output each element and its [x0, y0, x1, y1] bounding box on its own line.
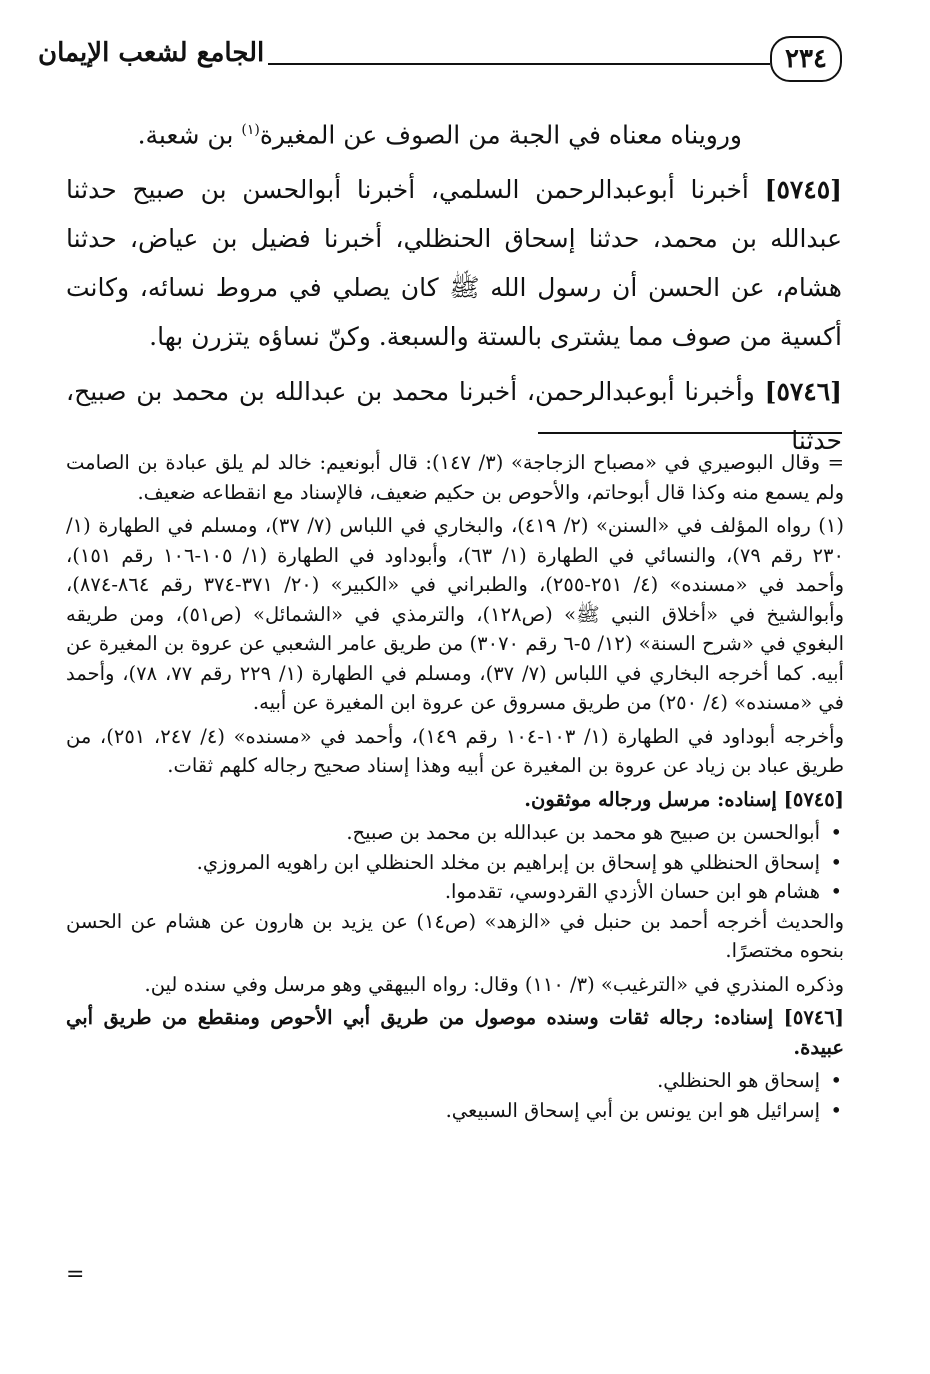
footnote-1: (١) رواه المؤلف في «السنن» (٢/ ٤١٩)، والبخاري في اللباس (٧/ ٣٧)، ومسلم في الطهارة (١/ ٢٣٠ رقم ٧٩)، والنسائي في الطهارة (١/ ٦٣)، وأبوداود في الطهارة (١/ ١٠٥-١٠٦ رقم ١٥١)، وأحمد في «مسنده» (٤/ ٢٥١-٢٥٥)، والطبراني في «الكبير» (٢٠/ ٣٧١-٣٧٤ رقم ٨٦٤-٨٧٤)، وأبوالشيخ في «أخلاق النبي ﷺ» (ص١٢٨)، والترمذي في «الشمائل» (ص٥١)، ومن طريقه البغوي في «شرح السنة» (١٢/ ٥-٦ رقم ٣٠٧٠) من طريق عامر الشعبي عن عروة بن المغيرة عن أبيه. كما أخرجه البخاري في اللباس (٧/ ٣٧)، ومسلم في الطهارة (١/ ٢٢٩ رقم ٧٧، ٧٨)، وأحمد في «مسنده» (٤/ ٢٥٠) من طريق مسروق عن عروة ابن المغيرة عن أبيه.: [66, 514, 844, 714]
hadith-number: [٥٧٤٦]: [764, 377, 842, 407]
hadith-text: أخبرنا أبوعبدالرحمن السلمي، أخبرنا أبوالحسن بن صبيح حدثنا عبدالله بن محمد، حدثنا إسحاق الحنظلي، أخبرنا فضيل بن عياض، حدثنا هشام، عن الحسن أن رسول الله ﷺ كان يصلي في مروط نسائه، وكانت أكسية من صوف مما يشترى بالستة والسبعة. وكنّ نساؤه يتزرن بها.: [66, 175, 842, 352]
hadith-5745: [66, 165, 842, 361]
mundhiri-note: وذكره المنذري في «الترغيب» (٣/ ١١٠) وقال: رواه البيهقي وهو مرسل وفي سنده لين.: [144, 972, 844, 996]
main-text: [66, 106, 842, 465]
narrators-5746: [66, 1066, 844, 1125]
page-number: ٢٣٤: [770, 36, 842, 82]
list-item: • إسرائيل هو ابن يونس بن أبي إسحاق السبيعي.: [66, 1096, 820, 1126]
isnad-5745: [٥٧٤٥] إسناده: مرسل ورجاله موثقون.: [524, 787, 844, 811]
list-item: • إسحاق الحنظلي هو إسحاق بن إبراهيم بن مخلد الحنظلي ابن راهويه المروزي.: [66, 848, 820, 878]
header-rule: [268, 63, 770, 65]
continuation-mark: =: [66, 1262, 85, 1287]
footnote-1-extra: وأخرجه أبوداود في الطهارة (١/ ١٠٣-١٠٤ رقم ١٤٩)، وأحمد في «مسنده» (٤/ ٢٤٧، ٢٥١)، من طريق عباد بن زياد عن عروة بن المغيرة عن أبيه وهذا إسناد صحيح رجاله كلهم ثقات.: [66, 724, 844, 777]
intro-text-end: بن شعبة.: [137, 120, 242, 150]
intro-line: [66, 106, 842, 159]
hadith-source: والحديث أخرجه أحمد بن حنبل في «الزهد» (ص١٤) عن يزيد بن هارون عن هشام عن الحسن بنحوه مختصرًا.: [66, 909, 844, 962]
book-title: الجامع لشعب الإيمان: [38, 38, 265, 68]
list-item: • أبوالحسن بن صبيح هو محمد بن عبدالله بن محمد بن صبيح.: [66, 818, 820, 848]
page-header: [36, 30, 842, 86]
isnad-5746: [٥٧٤٦] إسناده: رجاله ثقات وسنده موصول من طريق أبي الأحوص ومنقطع من طريق أبي عبيدة.: [66, 1006, 844, 1059]
hadith-number: [٥٧٤٥]: [764, 175, 842, 205]
narrators-5745: [66, 818, 844, 907]
footnotes: [66, 448, 844, 1125]
hadith-text: وأخبرنا أبوعبدالرحمن، أخبرنا محمد بن عبدالله بن محمد بن صبيح، حدثنا: [66, 377, 842, 456]
footnote-divider: [538, 432, 842, 434]
intro-text: ورويناه معناه في الجبة من الصوف عن المغيرة: [259, 120, 742, 150]
footnote-ref: (١): [241, 122, 260, 138]
list-item: • إسحاق هو الحنظلي.: [66, 1066, 820, 1096]
list-item: • هشام هو ابن حسان الأزدي القردوسي، تقدموا.: [66, 877, 820, 907]
note-continuation: = وقال البوصيري في «مصباح الزجاجة» (٣/ ١٤٧): قال أبونعيم: خالد لم يلق عبادة بن الصامت ولم يسمع منه وكذا قال أبوحاتم، والأحوص بن حكيم ضعيف، فالإسناد مع انقطاعه ضعيف.: [66, 451, 844, 504]
